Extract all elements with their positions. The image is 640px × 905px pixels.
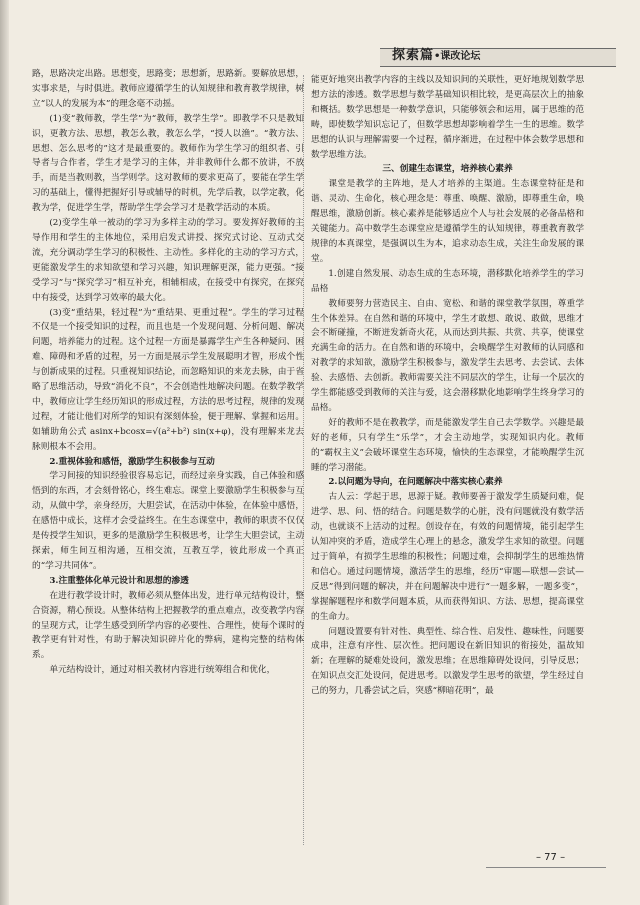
paragraph: 单元结构设计，通过对相关教材内容进行统筹组合和优化， (49, 665, 276, 676)
paragraph: 好的教师不是在教教学，而是能激发学生自己去学数学。兴趣是最好的老师，只有学生“乐学”，才会主动地学，实现知识内化。教师的“霸权主义”会破坏课堂生态环境，愉快的生态课堂，才能唤醒学生沉睡的学习潜能。 (311, 417, 584, 473)
subsection-heading: 2.以问题为导向，在问题解决中落实核心素养 (328, 477, 503, 488)
paragraph: 教师要努力营造民主、自由、宽松、和谐的课堂教学氛围，尊重学生个体差异。在自然和谐的环境中，学生才敢想、敢说、敢做，思维才会不断碰撞，不断迸发新奇火花，从而达到共振、共赏、共享，使课堂充满生命的活力。在自然和谐的环境中，会唤醒学生对教师的认同感和对教学的求知欲，激励学生积极参与，激发学生去思考、去尝试、去体验、去感悟、去创新。教师需要关注不同层次的学生，让每一个层次的学生都能感受到教师的关注与爱，这会潜移默化地影响学生终身学习的品格。 (311, 298, 584, 413)
header-separator: • (434, 51, 441, 62)
page-binding-edge (0, 0, 9, 905)
running-header (392, 44, 480, 63)
page-number: – 77 – (536, 852, 566, 863)
section-heading: 2.重视体验和感悟，激励学生积极参与互动 (49, 456, 215, 467)
paragraph: 路，思路决定出路。思想变，思路变；思想新，思路新。要解放思想，实事求是，与时俱进。教师应遵循学生的认知规律和教育教学规律，树立“以人的发展为本”的理念毫不动摇。 (32, 69, 304, 109)
section-heading: 三、创建生态课堂，培养核心素养 (382, 164, 513, 175)
paragraph: 在进行教学设计时，教师必须从整体出发，进行单元结构设计，整合资源，精心预设。从整体结构上把握教学的重点难点，改变教学内容的呈现方式，让学生感受到所学内容的必要性、合理性，使每个课时的教学更有针对性，有助于解决知识碎片化的弊病，建构完整的结构体系。 (32, 590, 304, 661)
paragraph: (3)变“重结果，轻过程”为“重结果、更重过程”。学生的学习过程不仅是一个接受知识的过程，而且也是一个发现问题、分析问题、解决问题，培养能力的过程。这个过程一方面是暴露学生产生各种疑问、困难、障碍和矛盾的过程，另一方面是展示学生发展聪明才智，形成个性与创新成果的过程。只重视知识结论，而忽略知识的来龙去脉，由于省略了思维活动，导致“消化不良”，不会创造性地解决问题。在数学教学中，教师应让学生经历知识的形成过程，方法的思考过程，规律的发现过程，才能让他们对所学的知识有深刻体验，便于理解、掌握和运用。如辅助角公式 asinx+bcosx=√(a²+b²) sin(x+φ)，没有理解来龙去脉则根本不会用。 (32, 307, 304, 452)
section-heading: 3.注重整体化单元设计和思想的渗透 (49, 575, 189, 586)
paragraph: (2)变学生单一被动的学习为多样主动的学习。要发挥好教师的主导作用和学生的主体地位，采用启发式讲授、探究式讨论、互动式交流，充分调动学生学习的积极性、主动性。多样化的主动的学习方式，更能激发学生的求知欲望和学习兴趣，知识理解更深，能力更强。“接受学习”与“探究学习”相互补充，相辅相成，在接受中有探究，在探究中有接受，达到学习效率的最大化。 (32, 218, 304, 303)
paragraph: 能更好地突出教学内容的主线以及知识间的关联性，更好地规划数学思想方法的渗透。数学思想与数学基础知识相比较，是更高层次上的抽象和概括。数学思想是一种数学意识，只能够领会和运用，属于思维的范畴，即使数学知识忘记了，但数学思想却影响着学生一生的思维。数学思想的认识与理解需要一个过程，循序渐进，在过程中体会数学思想和数学思维方法。 (311, 75, 584, 160)
paragraph: (1)变“教师教，学生学”为“教师，教学生学”。即教学不只是教知识，更教方法、思想，教怎么教，教怎么学，“授人以渔”。“教方法、思想、怎么思考的”这才是最重要的。教师作为学生学习的组织者、引导者与合作者，学生才是学习的主体，并非教师什么都不放讲，不放手，而是当教则教，当学则学。这对教师的要求更高了，要能在学生学习的基础上，懂得把握好引导或辅导的时机，先学后教，以学定教，化教为学，促进学生学，帮助学生学会学习才是教学活动的本质。 (32, 113, 304, 214)
header-section: 课改论坛 (440, 51, 481, 62)
paragraph: 古人云：学起于思，思源于疑。教师要善于激发学生质疑问难，促进学、思、问、悟的结合。问题是数学的心脏，没有问题就没有数学活动，也就谈不上活动的过程。创设存在，有效的问题情境，能引起学生认知冲突的矛盾，造成学生心理上的悬念，激发学生求知的欲望。问题过于简单，有损学生思维的积极性；问题过难，会抑制学生的思维热情和信心。通过问题情境，激活学生的思维，经历“审题—联想—尝试—反思”得到问题的解决，并在问题解决中进行“一题多解，一题多变”，掌握解题程序和数学问题本质，从而获得知识、方法、思想，提高课堂的生命力。 (311, 492, 584, 622)
footer-rule (486, 867, 606, 868)
paragraph: 学习间接的知识经验很容易忘记，而经过亲身实践，自己体验和感悟到的东西，才会刻骨铭心，终生难忘。课堂上要激励学生积极参与互动，从做中学，亲身经历，大胆尝试，在活动中体验，在体验中感悟，在感悟中成长，这样才会受益终生。在生态课堂中，教师的职责不仅仅是传授学生知识，更多的是激励学生积极思考，让学生大胆尝试，主动探索，师生间互相沟通，互相交流，互教互学，彼此形成一个真正的“学习共同体”。 (32, 471, 304, 571)
paragraph: 问题设置要有针对性、典型性、综合性、启发性、趣味性，问题要成串，注意有序性、层次性。把问题设在新旧知识的衔接处，温故知新；在理解的疑难处设问，激发思维；在思维障碍处设问，引导反思；在知识点交汇处设问，促进思考。以激发学生思考的欲望，学生经过自己的努力，几番尝试之后，突感“柳暗花明”，最 (311, 626, 584, 697)
header-title: 探索篇 (392, 48, 435, 63)
subsection-heading: 1.创建自然发展、动态生成的生态环境，潜移默化培养学生的学习品格 (311, 268, 584, 294)
paragraph: 课堂是教学的主阵地，是人才培养的主渠道。生态课堂特征是和谐、灵动、生命化，核心理念是：尊重、唤醒、激励，即尊重生命，唤醒思维，激励创新。核心素养是能够适应个人与社会发展的必备品格和关键能力。高中数学生态课堂应是遵循学生的认知规律，尊重教育教学规律的本真课堂，是强调以生为本，追求动态生成，关注生命发展的课堂。 (311, 179, 584, 264)
right-column (311, 73, 584, 699)
left-column (32, 67, 304, 678)
